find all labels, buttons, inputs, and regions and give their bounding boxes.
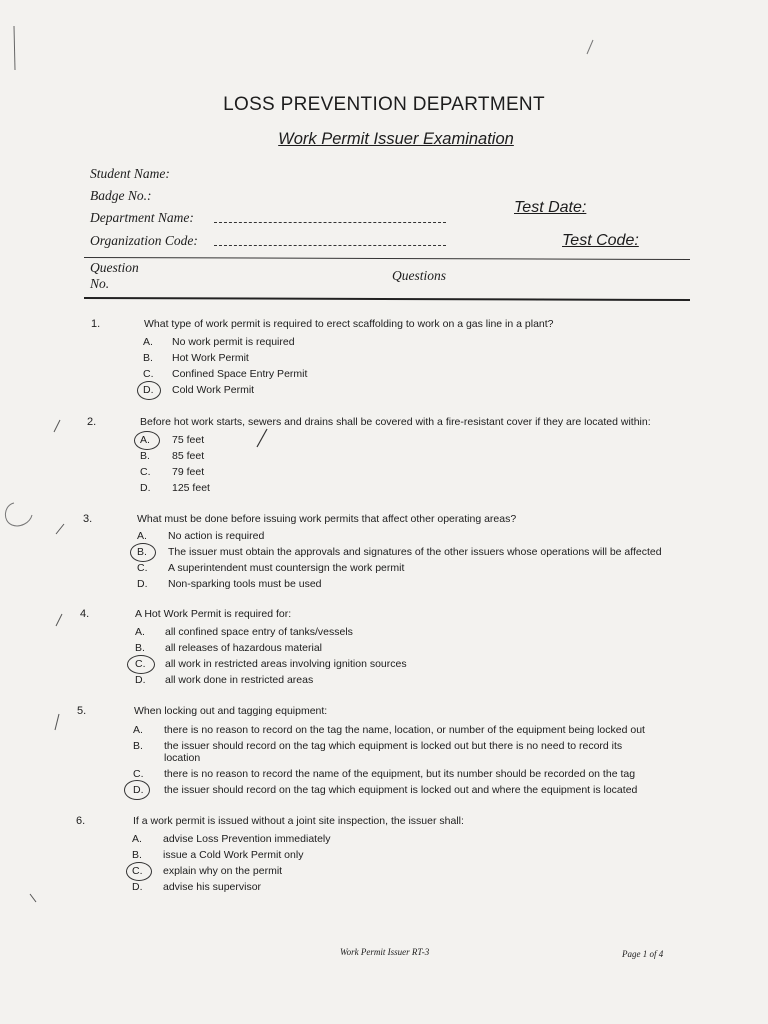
question-number: 6. [76, 815, 86, 827]
answer-circle-mark [130, 543, 156, 562]
option-text: the issuer should record on the tag which equipment is locked out but there is no need to record its location [164, 740, 623, 764]
option-text: all releases of hazardous material [165, 642, 322, 654]
option-text: the issuer should record on the tag which equipment is locked out and where the equipment is located [164, 784, 638, 796]
hole-punch-mark [0, 495, 40, 535]
scan-artifact-mark [4, 24, 28, 74]
option-text: No action is required [168, 530, 265, 542]
option-text: Hot Work Permit [172, 352, 249, 364]
option-letter: A. [143, 336, 153, 348]
option-letter: D. [135, 674, 146, 686]
option-letter: D. [137, 578, 148, 590]
question-number: 4. [80, 608, 90, 620]
option-text: all work done in restricted areas [165, 674, 314, 686]
option-text: advise his supervisor [163, 881, 262, 893]
header-top-rule [84, 257, 690, 260]
option-text: all confined space entry of tanks/vessels [165, 626, 353, 638]
question-text: A Hot Work Permit is required for: [135, 608, 292, 620]
option-letter: B. [135, 642, 145, 654]
option-letter: C. [133, 768, 144, 780]
option-letter: B. [132, 849, 142, 861]
margin-tick-mark [52, 418, 62, 434]
option-letter: B. [137, 546, 147, 558]
test-code-label: Test Code: [562, 232, 639, 249]
option-letter: D. [133, 784, 144, 796]
question-number: 3. [83, 513, 93, 525]
option-text: No work permit is required [172, 336, 295, 348]
margin-tick-mark [54, 522, 66, 536]
option-text: A superintendent must countersign the work permit [168, 562, 405, 574]
answer-circle-mark [134, 431, 160, 450]
option-text: The issuer must obtain the approvals and signatures of the other issuers whose operations will be affected [168, 546, 662, 558]
exam-subtitle: Work Permit Issuer Examination [278, 130, 514, 148]
form-id-footer: Work Permit Issuer RT-3 [340, 947, 430, 957]
option-letter: A. [137, 530, 147, 542]
badge-no-label: Badge No.: [90, 188, 152, 203]
questions-column-label: Questions [392, 268, 446, 283]
option-text: 75 feet [172, 434, 205, 446]
organization-code-label: Organization Code: [90, 233, 198, 248]
student-name-label: Student Name: [90, 166, 170, 181]
question-number: 1. [91, 318, 101, 330]
option-letter: D. [143, 384, 154, 396]
option-text: issue a Cold Work Permit only [163, 849, 304, 861]
option-letter: A. [135, 626, 145, 638]
option-text: advise Loss Prevention immediately [163, 833, 331, 845]
option-text: 85 feet [172, 450, 205, 462]
question-text: If a work permit is issued without a joint site inspection, the issuer shall: [133, 815, 464, 827]
answer-circle-mark [127, 655, 155, 674]
option-text: explain why on the permit [163, 865, 283, 877]
scan-artifact-mark [584, 38, 596, 56]
option-letter: D. [140, 482, 151, 494]
department-name-line [214, 222, 446, 223]
option-letter: B. [140, 450, 150, 462]
option-letter: A. [140, 434, 150, 446]
question-text: What type of work permit is required to erect scaffolding to work on a gas line in a plant? [144, 318, 554, 330]
question-text: What must be done before issuing work permits that affect other operating areas? [137, 513, 517, 525]
option-letter: C. [140, 466, 151, 478]
option-text: all work in restricted areas involving ignition sources [165, 658, 407, 670]
test-date-label: Test Date: [514, 199, 587, 216]
answer-circle-mark [126, 862, 152, 881]
option-text: there is no reason to record the name of the equipment, but its number should be recorded on the tag [164, 768, 636, 780]
margin-tick-mark [54, 612, 64, 628]
option-text: Cold Work Permit [172, 384, 255, 396]
page-number-footer: Page 1 of 4 [622, 949, 664, 959]
option-letter: A. [133, 724, 143, 736]
option-text: 79 feet [172, 466, 205, 478]
organization-code-line [214, 245, 446, 246]
margin-tick-mark [28, 892, 38, 904]
question-number: 5. [77, 705, 87, 717]
option-letter: B. [143, 352, 153, 364]
header-bottom-rule [84, 297, 690, 301]
option-letter: A. [132, 833, 142, 845]
answer-circle-mark [124, 780, 150, 800]
margin-tick-mark [52, 712, 62, 732]
answer-circle-mark [137, 381, 161, 400]
pen-tick-mark [255, 428, 269, 448]
option-letter: D. [132, 881, 143, 893]
question-no-label-line1: Question [90, 260, 139, 275]
question-number: 2. [87, 416, 97, 428]
question-text: When locking out and tagging equipment: [134, 705, 328, 717]
question-text: Before hot work starts, sewers and drains shall be covered with a fire-resistant cover if they are located within: [140, 416, 651, 428]
question-no-label-line2: No. [90, 276, 110, 291]
option-text: Non-sparking tools must be used [168, 578, 322, 590]
option-text: there is no reason to record on the tag the name, location, or number of the equipment being locked out [164, 724, 645, 736]
option-letter: C. [137, 562, 148, 574]
option-letter: C. [143, 368, 154, 380]
department-title: LOSS PREVENTION DEPARTMENT [223, 94, 545, 115]
option-letter: C. [132, 865, 143, 877]
option-letter: B. [133, 740, 143, 752]
department-name-label: Department Name: [90, 210, 194, 225]
option-text: 125 feet [172, 482, 210, 494]
option-letter: C. [135, 658, 146, 670]
option-text: Confined Space Entry Permit [172, 368, 308, 380]
